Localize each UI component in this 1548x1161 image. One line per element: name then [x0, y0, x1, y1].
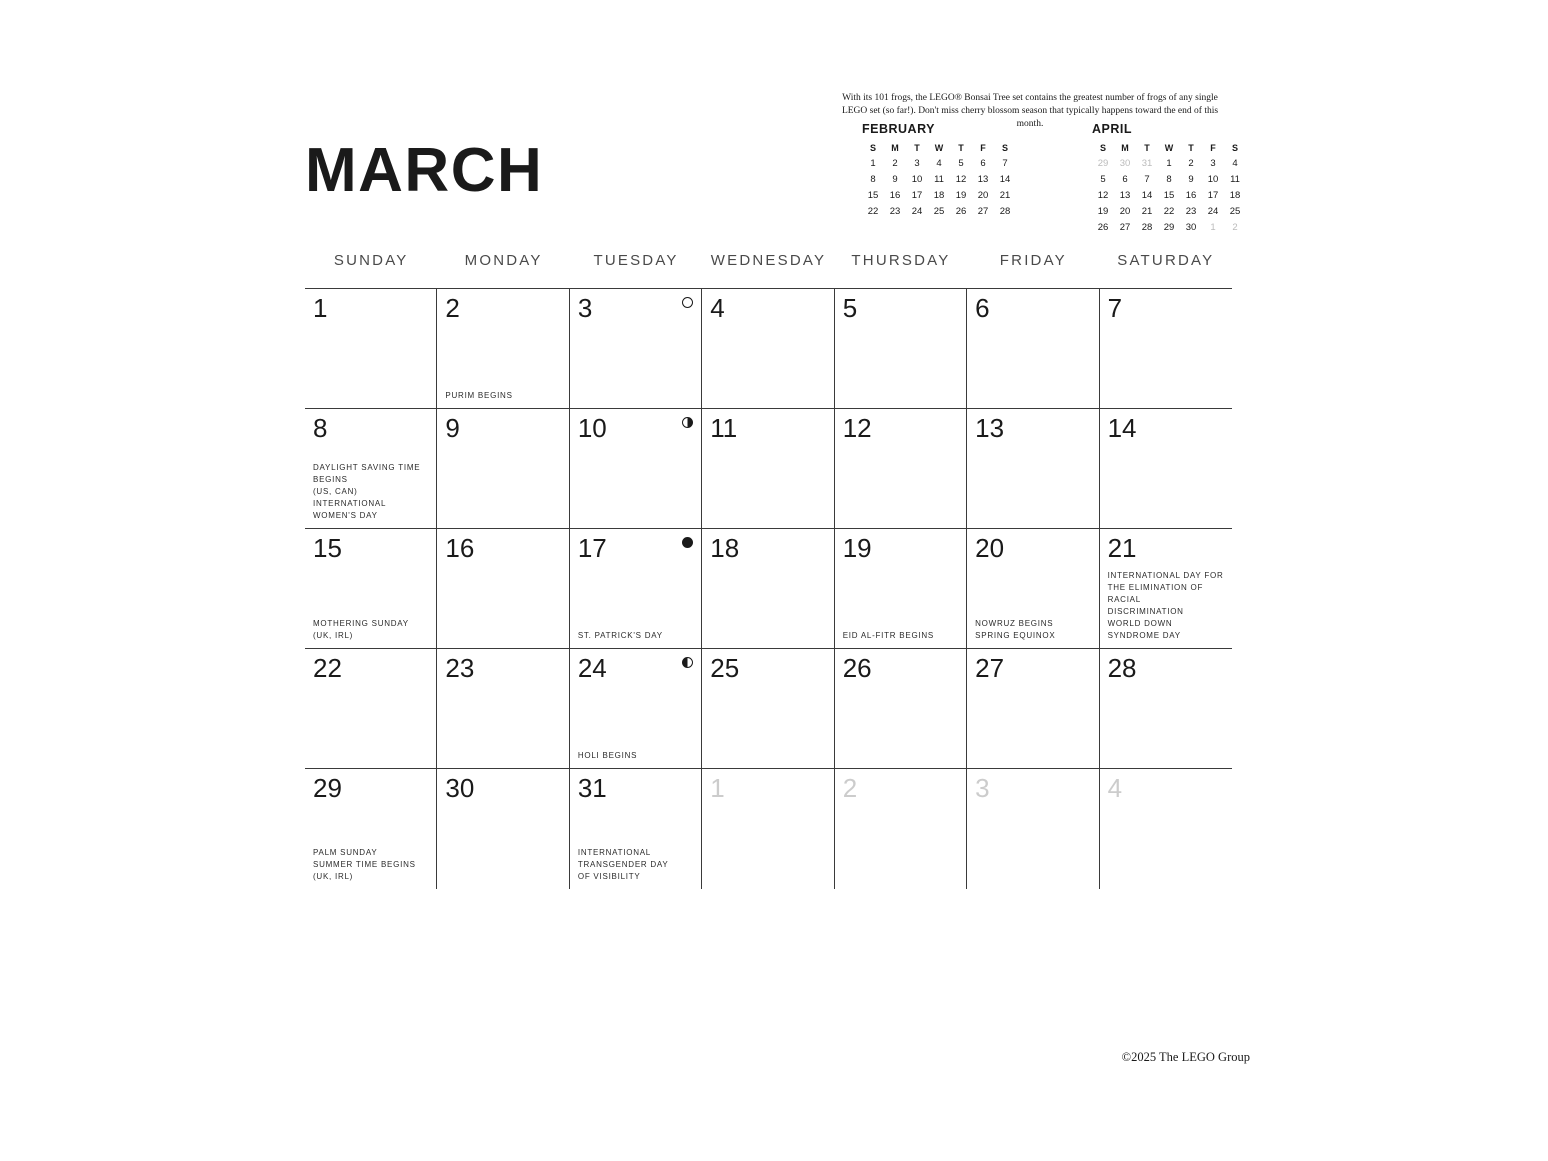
mini-day: 6 [980, 158, 986, 169]
event-line: TRANSGENDER DAY [577, 860, 669, 869]
day-number: 16 [445, 533, 475, 563]
day-number: 2 [445, 293, 460, 323]
mini-day: 7 [1002, 158, 1008, 169]
day-number: 1 [313, 293, 328, 323]
event-line: OF VISIBILITY [577, 872, 641, 881]
month-note: With its 101 frogs, the LEGO® Bonsai Tree set contains the greatest number of frogs of any single LEGO set (so far!). Don't miss cherry blossom season that typically happens toward the end of this month. [841, 93, 1219, 129]
mini-dow: T [958, 143, 964, 153]
mini-day: 3 [1210, 158, 1216, 169]
event-line: SUMMER TIME BEGINS [313, 860, 416, 869]
event-line: INTERNATIONAL DAY FOR [1107, 571, 1224, 580]
mini-day: 20 [977, 190, 989, 201]
mini-day: 12 [1097, 190, 1109, 201]
mini-day: 23 [889, 206, 901, 217]
weekday-header-saturday: SATURDAY [1117, 252, 1215, 269]
mini-dow: S [1231, 143, 1238, 153]
day-events [578, 630, 695, 642]
mini-day: 4 [1232, 158, 1238, 169]
mini-dow: W [1164, 143, 1174, 153]
copyright: ©2025 The LEGO Group [1121, 1050, 1250, 1064]
weekday-header-sunday: SUNDAY [333, 252, 409, 269]
mini-day: 11 [934, 174, 944, 185]
mini-day: 22 [867, 206, 879, 217]
day-cell[interactable] [305, 529, 437, 649]
day-number: 14 [1107, 413, 1137, 443]
mini-dow: S [869, 143, 876, 153]
day-events [313, 618, 430, 642]
mini-day: 17 [1207, 190, 1219, 201]
day-number: 25 [710, 653, 740, 683]
mini-day: 16 [889, 190, 901, 201]
mini-day: 9 [892, 174, 898, 185]
day-number: 30 [445, 773, 475, 803]
mini-day: 29 [1097, 158, 1109, 169]
day-cell[interactable] [835, 409, 967, 529]
day-number: 21 [1107, 533, 1137, 563]
day-events [843, 630, 960, 642]
day-cell[interactable] [437, 649, 569, 769]
mini-day: 14 [999, 174, 1011, 185]
event-line: INTERNATIONAL [577, 848, 652, 857]
mini-day: 23 [1185, 206, 1197, 217]
day-events [1108, 570, 1226, 642]
day-cell[interactable] [570, 649, 702, 769]
mini-day: 26 [955, 206, 967, 217]
day-number: 17 [577, 533, 607, 563]
day-cell[interactable] [702, 769, 834, 889]
mini-day: 30 [1119, 158, 1131, 169]
mini-day: 3 [914, 158, 920, 169]
day-cell[interactable] [570, 289, 702, 409]
day-number: 12 [842, 413, 872, 443]
mini-day: 21 [1141, 206, 1153, 217]
day-cell[interactable] [835, 529, 967, 649]
event-line: MOTHERING SUNDAY (UK, IRL) [313, 619, 409, 640]
day-number: 6 [975, 293, 990, 323]
day-number: 9 [445, 413, 460, 443]
day-cell[interactable] [1100, 409, 1232, 529]
mini-day: 22 [1163, 206, 1175, 217]
mini-day: 25 [1229, 206, 1241, 217]
mini-day: 10 [1207, 174, 1219, 185]
mini-day: 18 [933, 190, 945, 201]
mini-day: 28 [1141, 222, 1153, 233]
event-line: DISCRIMINATION [1107, 607, 1184, 616]
mini-day: 28 [999, 206, 1011, 217]
mini-calendar-grid [1092, 140, 1272, 236]
event-line: INTERNATIONAL WOMEN'S DAY [313, 499, 386, 520]
page-title: MARCH [305, 136, 544, 205]
mini-day: 27 [977, 206, 989, 217]
day-number: 10 [577, 413, 607, 443]
weekday-header-thursday: THURSDAY [851, 252, 951, 269]
mini-day: 9 [1188, 174, 1194, 185]
day-cell[interactable] [437, 409, 569, 529]
mini-day: 1 [870, 158, 876, 169]
mini-day: 19 [1097, 206, 1109, 217]
day-number: 15 [313, 533, 342, 563]
event-line: WORLD DOWN SYNDROME DAY [1107, 619, 1181, 640]
day-number: 27 [975, 653, 1005, 683]
day-cell[interactable] [305, 409, 437, 529]
day-number: 7 [1107, 293, 1123, 323]
day-number: 2 [842, 773, 858, 803]
mini-day: 24 [1207, 206, 1219, 217]
event-line: (US, CAN) [313, 487, 358, 496]
mini-day: 4 [936, 158, 942, 169]
day-number: 3 [975, 773, 990, 803]
mini-calendar-title: APRIL [1092, 122, 1132, 136]
day-cell[interactable] [835, 289, 967, 409]
day-events [975, 618, 1092, 642]
day-cell[interactable] [305, 649, 437, 769]
event-line: NOWRUZ BEGINS [975, 619, 1054, 628]
mini-calendars [862, 122, 1272, 236]
event-line: DAYLIGHT SAVING TIME BEGINS [313, 463, 421, 484]
day-number: 1 [710, 773, 725, 803]
mini-dow: F [980, 143, 986, 153]
day-number: 31 [577, 773, 607, 803]
day-cell[interactable] [967, 409, 1099, 529]
mini-dow: M [891, 143, 899, 153]
mini-day: 19 [955, 190, 967, 201]
day-events [313, 847, 430, 883]
day-cell[interactable] [835, 769, 967, 889]
mini-day: 27 [1119, 222, 1131, 233]
day-cell[interactable] [437, 529, 569, 649]
weekday-header-row [305, 252, 1232, 269]
day-cell[interactable] [702, 409, 834, 529]
mini-day: 1 [1166, 158, 1172, 169]
day-number: 4 [710, 293, 725, 323]
day-number: 18 [710, 533, 740, 563]
mini-day: 2 [1188, 158, 1194, 169]
day-cell[interactable] [570, 529, 702, 649]
mini-day: 11 [1230, 174, 1240, 185]
mini-day: 5 [1100, 174, 1106, 185]
mini-day: 12 [955, 174, 967, 185]
mini-day: 7 [1144, 174, 1150, 185]
event-line: THE ELIMINATION OF RACIAL [1107, 583, 1204, 604]
day-number: 29 [313, 773, 342, 803]
event-line: PALM SUNDAY [313, 848, 378, 857]
mini-day: 8 [1166, 174, 1172, 185]
mini-day: 20 [1119, 206, 1131, 217]
day-number: 13 [975, 413, 1005, 443]
event-line: PURIM BEGINS [445, 391, 513, 400]
event-line: EID AL-FITR BEGINS [842, 631, 934, 640]
mini-calendar-april [1092, 122, 1272, 236]
weekday-header-monday: MONDAY [464, 252, 543, 269]
day-cell[interactable] [1100, 649, 1232, 769]
mini-day: 31 [1141, 158, 1153, 169]
day-number: 20 [975, 533, 1005, 563]
day-number: 4 [1107, 773, 1123, 803]
mini-dow: T [914, 143, 920, 153]
mini-day: 14 [1141, 190, 1153, 201]
mini-day: 2 [892, 158, 898, 169]
day-cell[interactable] [967, 769, 1099, 889]
mini-day: 17 [911, 190, 923, 201]
mini-day: 6 [1122, 174, 1128, 185]
mini-day: 30 [1185, 222, 1197, 233]
mini-day: 10 [911, 174, 923, 185]
mini-dow: S [1001, 143, 1008, 153]
day-cell[interactable] [967, 289, 1099, 409]
day-number: 24 [577, 653, 607, 683]
mini-dow: W [934, 143, 944, 153]
mini-calendar-title: FEBRUARY [862, 122, 935, 136]
event-line: SPRING EQUINOX [975, 631, 1056, 640]
day-number: 8 [313, 413, 328, 443]
mini-day: 29 [1163, 222, 1175, 233]
day-cell[interactable] [1100, 289, 1232, 409]
mini-day: 15 [1163, 190, 1175, 201]
day-events [578, 847, 695, 883]
weekday-header-friday: FRIDAY [999, 252, 1067, 269]
event-line: HOLI BEGINS [577, 751, 638, 760]
mini-calendar-grid [862, 140, 1042, 220]
mini-day: 25 [933, 206, 945, 217]
day-events [578, 750, 695, 762]
mini-day: 24 [911, 206, 923, 217]
mini-day: 16 [1185, 190, 1197, 201]
day-cell[interactable] [835, 649, 967, 769]
day-cell[interactable] [702, 289, 834, 409]
day-cell[interactable] [967, 529, 1099, 649]
mini-day: 1 [1210, 222, 1216, 233]
day-cell[interactable] [570, 409, 702, 529]
day-cell[interactable] [1100, 769, 1232, 889]
day-cell[interactable] [967, 649, 1099, 769]
mini-calendar-february [862, 122, 1042, 236]
day-number: 19 [842, 533, 872, 563]
mini-dow: M [1121, 143, 1129, 153]
day-cell[interactable] [570, 769, 702, 889]
mini-day: 26 [1097, 222, 1109, 233]
mini-day: 8 [870, 174, 876, 185]
day-events [313, 462, 430, 522]
mini-dow: S [1099, 143, 1106, 153]
day-number: 11 [710, 413, 738, 443]
day-number: 22 [313, 653, 342, 683]
day-events [445, 390, 562, 402]
weekday-header-tuesday: TUESDAY [593, 252, 679, 269]
mini-dow: T [1144, 143, 1150, 153]
day-number: 26 [842, 653, 872, 683]
day-number: 23 [445, 653, 475, 683]
day-number: 5 [842, 293, 858, 323]
day-cell[interactable] [1100, 529, 1232, 649]
event-line: ST. PATRICK'S DAY [577, 631, 663, 640]
day-cell[interactable] [437, 289, 569, 409]
day-cell[interactable] [305, 289, 437, 409]
mini-day: 15 [867, 190, 879, 201]
mini-day: 5 [958, 158, 964, 169]
day-cell[interactable] [437, 769, 569, 889]
event-line: (UK, IRL) [313, 872, 354, 881]
mini-day: 21 [999, 190, 1011, 201]
mini-dow: F [1210, 143, 1216, 153]
mini-day: 2 [1232, 222, 1238, 233]
weekday-header-wednesday: WEDNESDAY [710, 252, 827, 269]
day-cell[interactable] [305, 769, 437, 889]
calendar-grid [305, 288, 1232, 889]
day-cell[interactable] [702, 649, 834, 769]
day-number: 3 [577, 293, 593, 323]
mini-day: 18 [1229, 190, 1241, 201]
mini-day: 13 [977, 174, 989, 185]
mini-dow: T [1188, 143, 1194, 153]
mini-day: 13 [1119, 190, 1131, 201]
day-cell[interactable] [702, 529, 834, 649]
day-number: 28 [1107, 653, 1137, 683]
